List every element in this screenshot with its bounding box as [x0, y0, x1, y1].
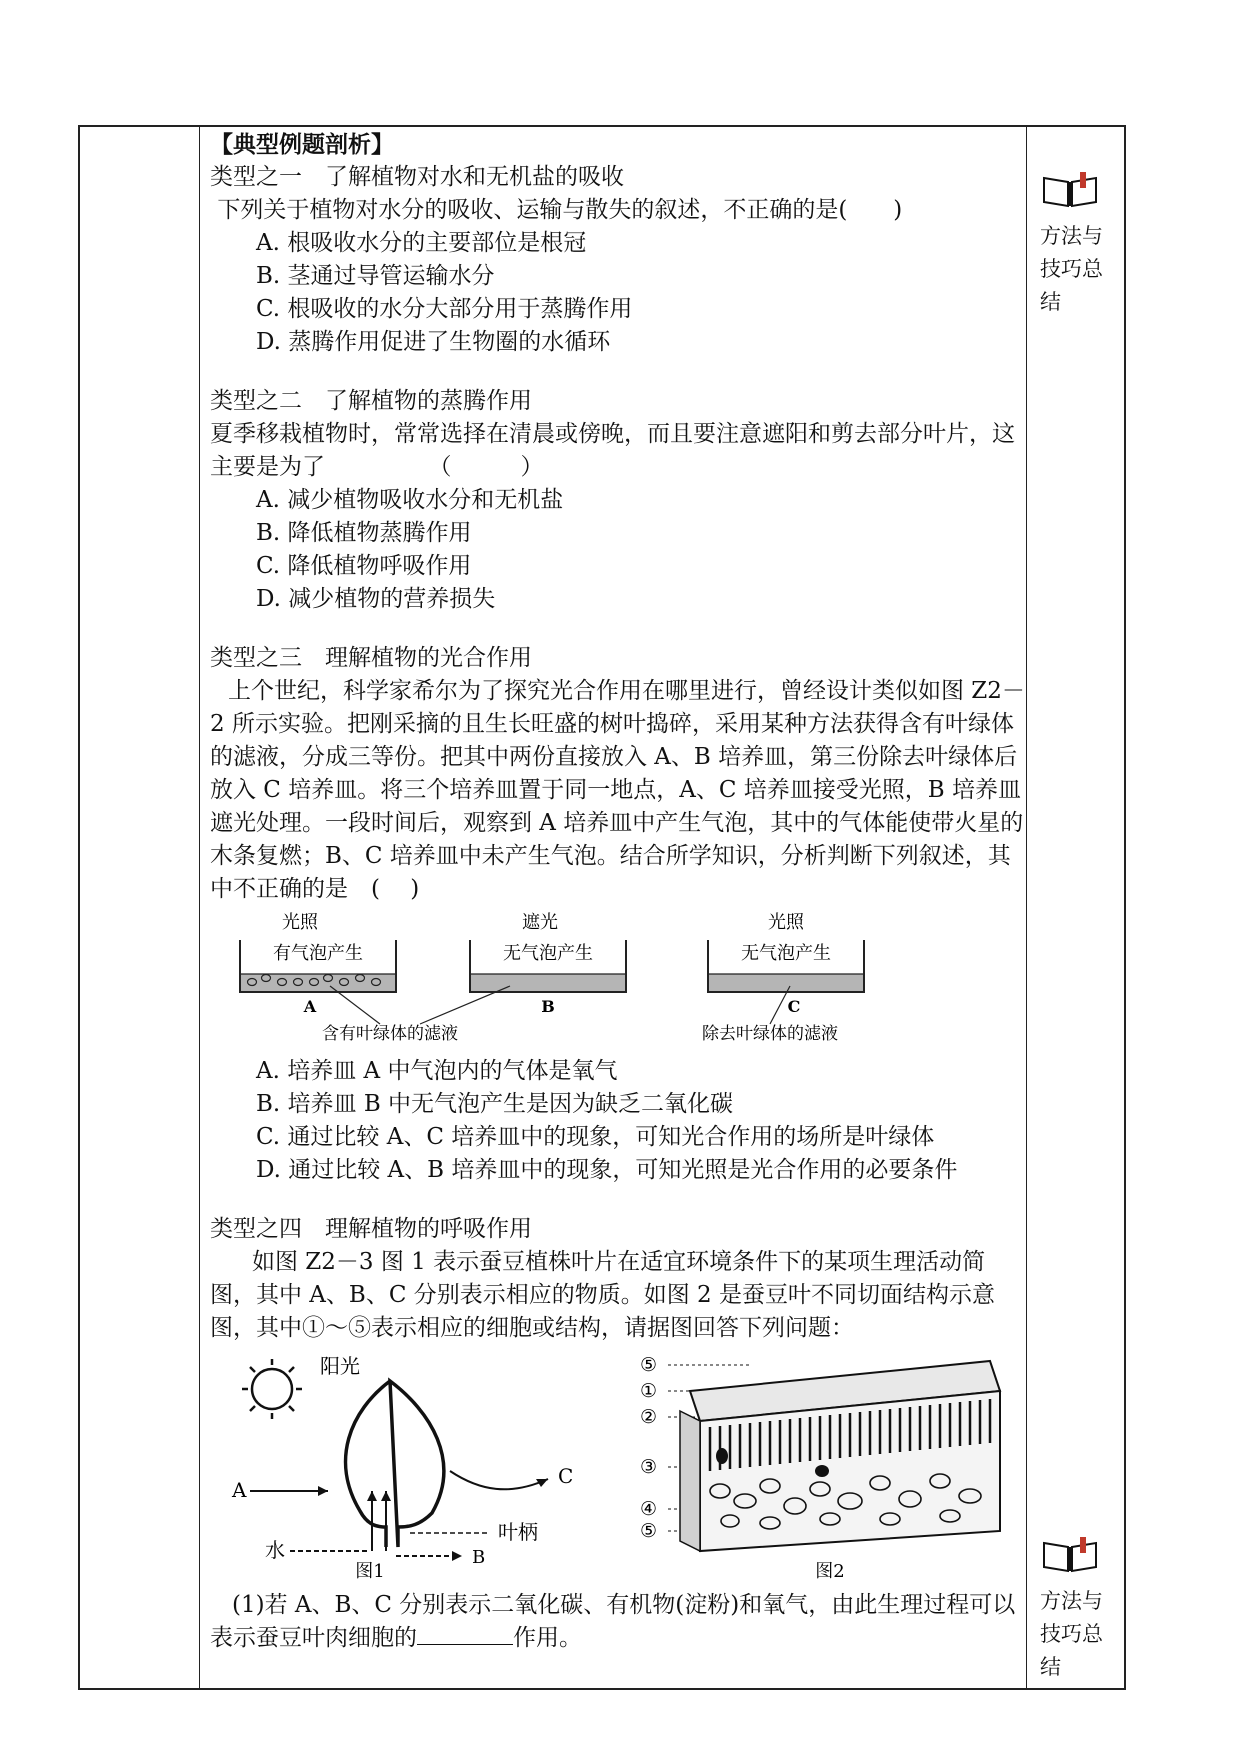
- option: A. 培养皿 A 中气泡内的气体是氧气: [256, 1058, 618, 1084]
- label-1: ①: [640, 1380, 658, 1402]
- leaf-figures: [210, 1351, 1020, 1581]
- section-4-subquestion-1: (1)若 A、B、C 分别表示二氧化碳、有机物(淀粉)和氧气，由此生理过程可以表示蚕豆叶肉细胞的 作用。: [210, 1592, 1016, 1651]
- petri-dish-figure: [210, 912, 910, 1047]
- book-icon: [1040, 1535, 1100, 1575]
- option: B. 培养皿 B 中无气泡产生是因为缺乏二氧化碳: [256, 1091, 734, 1117]
- option: D. 蒸腾作用促进了生物圈的水循环: [256, 329, 611, 355]
- option: C. 通过比较 A、C 培养皿中的现象，可知光合作用的场所是叶绿体: [256, 1124, 935, 1150]
- sun-icon: [242, 1359, 302, 1419]
- label-5-bottom: ⑤: [640, 1520, 658, 1542]
- main-content: [210, 128, 1030, 1655]
- figure-1-caption: 图1: [355, 1561, 385, 1581]
- petiole-label: 叶柄: [498, 1520, 538, 1544]
- side-note-1: [1040, 170, 1120, 319]
- dish-b-top-label: 遮光: [522, 912, 558, 933]
- label-5-top: ⑤: [640, 1354, 658, 1376]
- section-2-title: 类型之二 了解植物的蒸腾作用: [210, 388, 532, 414]
- option: D. 通过比较 A、B 培养皿中的现象，可知光照是光合作用的必要条件: [256, 1157, 958, 1183]
- dish-b-inner-label: 无气泡产生: [503, 943, 593, 964]
- filtrate-with-chloroplast-label: 含有叶绿体的滤液: [322, 1024, 458, 1044]
- label-b: B: [472, 1547, 486, 1568]
- label-4: ④: [640, 1498, 658, 1520]
- option: C. 降低植物呼吸作用: [256, 553, 472, 579]
- section-4-question: 如图 Z2－3 图 1 表示蚕豆植株叶片在适宜环境条件下的某项生理活动简图，其中 A、B、C 分别表示相应的物质。如图 2 是蚕豆叶不同切面结构示意图，其中①～⑤表示相应的细胞或结构，请据图回答下列问题：: [210, 1249, 995, 1341]
- dish-a-inner-label: 有气泡产生: [273, 943, 363, 964]
- leaf-section-block: [680, 1361, 1000, 1551]
- book-icon: [1040, 170, 1100, 210]
- label-a: A: [232, 1478, 247, 1502]
- dish-a-letter: A: [303, 997, 317, 1016]
- figure-2-caption: 图2: [815, 1561, 845, 1581]
- sunlight-label: 阳光: [320, 1354, 360, 1378]
- option: A. 减少植物吸收水分和无机盐: [256, 487, 564, 513]
- side-note-label: 方法与技巧总结: [1040, 224, 1103, 314]
- section-3-title: 类型之三 理解植物的光合作用: [210, 645, 532, 671]
- section-3-question: 上个世纪，科学家希尔为了探究光合作用在哪里进行，曾经设计类似如图 Z2－2 所示实验。把刚采摘的且生长旺盛的树叶捣碎，采用某种方法获得含有叶绿体的滤液，分成三等份。把其中两份直接放入 A、B 培养皿，第三份除去叶绿体后放入 C 培养皿。将三个培养皿置于同一地点，A、C 培养皿接受光照，B 培养皿遮光处理。一段时间后，观察到 A 培养皿中产生气泡，其中的气体能使带火星的木条复燃；B、C 培养皿中未产生气泡。结合所学知识，分析判断下列叙述，其中不正确的是 ( ): [210, 678, 1025, 902]
- leaf-outline: [346, 1381, 444, 1547]
- section-header: 【典型例题剖析】: [210, 131, 394, 158]
- label-c: C: [558, 1464, 574, 1488]
- section-2-question: 夏季移栽植物时，常常选择在清晨或傍晚，而且要注意遮阳和剪去部分叶片，这主要是为了 （ ）: [210, 421, 1015, 480]
- label-3: ③: [640, 1456, 658, 1478]
- option: B. 降低植物蒸腾作用: [256, 520, 472, 546]
- label-2: ②: [640, 1406, 658, 1428]
- answer-blank[interactable]: [417, 1622, 513, 1645]
- section-1-question: 下列关于植物对水分的吸收、运输与散失的叙述，不正确的是( ): [210, 197, 903, 223]
- option: D. 减少植物的营养损失: [256, 586, 496, 612]
- section-labels: [640, 1354, 657, 1542]
- side-note-2: [1040, 1535, 1120, 1684]
- option: B. 茎通过导管运输水分: [256, 263, 495, 289]
- option: A. 根吸收水分的主要部位是根冠: [256, 230, 587, 256]
- dish-a-top-label: 光照: [282, 912, 318, 933]
- section-1-title: 类型之一 了解植物对水和无机盐的吸收: [210, 164, 624, 190]
- side-note-label: 方法与技巧总结: [1040, 1589, 1103, 1679]
- dish-c-letter: C: [787, 997, 801, 1016]
- dish-c-inner-label: 无气泡产生: [741, 943, 831, 964]
- filtrate-without-chloroplast-label: 除去叶绿体的滤液: [702, 1024, 838, 1044]
- option: C. 根吸收的水分大部分用于蒸腾作用: [256, 296, 633, 322]
- column-divider-left: [199, 127, 200, 1688]
- water-label: 水: [265, 1538, 285, 1562]
- dish-c-top-label: 光照: [768, 912, 804, 933]
- dish-b-letter: B: [541, 997, 555, 1016]
- section-4-title: 类型之四 理解植物的呼吸作用: [210, 1216, 532, 1242]
